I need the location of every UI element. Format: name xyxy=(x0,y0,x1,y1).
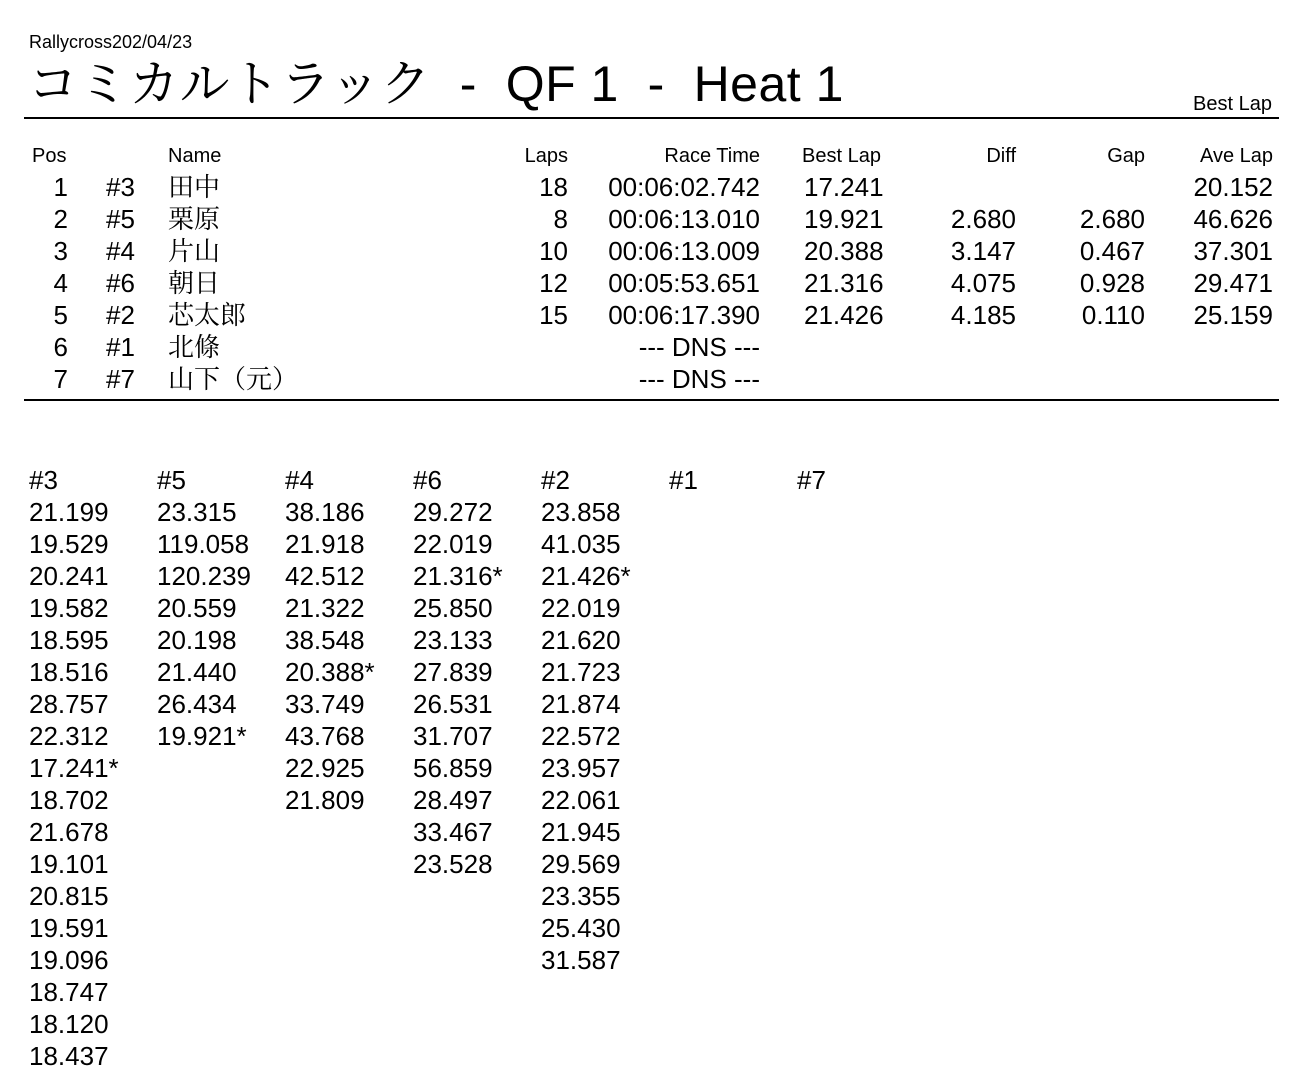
lap-time: 120.239 xyxy=(157,561,251,591)
lap-time: 19.101 xyxy=(29,849,109,879)
pos: 5 xyxy=(53,300,68,330)
pos: 7 xyxy=(53,364,68,394)
diff: 4.185 xyxy=(950,300,1016,330)
lap-column xyxy=(669,464,797,1072)
results-header-row xyxy=(0,143,1314,169)
lap-time: 28.497 xyxy=(413,785,493,815)
lap-time: 21.945 xyxy=(541,817,621,847)
lap-time: 20.388* xyxy=(285,657,375,687)
lap-time: 23.133 xyxy=(413,625,493,655)
lap-time: 23.355 xyxy=(541,881,621,911)
pos: 4 xyxy=(53,268,68,298)
lap-time: 21.316* xyxy=(413,561,503,591)
best-lap: 19.921 xyxy=(804,204,884,234)
race-time: 00:06:17.390 xyxy=(608,300,760,330)
lap-time: 20.559 xyxy=(157,593,237,623)
diff: 2.680 xyxy=(950,204,1016,234)
car-number: #6 xyxy=(106,268,135,298)
best-lap: 20.388 xyxy=(804,236,884,266)
ave-lap: 29.471 xyxy=(1193,268,1273,298)
car-number: #7 xyxy=(106,364,135,394)
col-race-time: Race Time xyxy=(664,145,760,167)
lap-column-car: #2 xyxy=(541,465,570,495)
gap: 0.467 xyxy=(1079,236,1145,266)
car-number: #1 xyxy=(106,332,135,362)
col-ave-lap: Ave Lap xyxy=(1199,145,1273,167)
lap-time: 29.569 xyxy=(541,849,621,879)
lap-time: 18.595 xyxy=(29,625,109,655)
driver-name: 芯太郎 xyxy=(168,300,247,330)
laps: 10 xyxy=(539,236,568,266)
lap-time: 19.582 xyxy=(29,593,109,623)
driver-name: 山下（元） xyxy=(168,364,299,394)
lap-time: 25.430 xyxy=(541,913,621,943)
lap-time: 18.120 xyxy=(29,1009,109,1039)
lap-time: 22.019 xyxy=(541,593,621,623)
lap-time: 26.434 xyxy=(157,689,237,719)
result-row xyxy=(0,331,1314,363)
lap-time: 33.749 xyxy=(285,689,365,719)
lap-time: 29.272 xyxy=(413,497,493,527)
lap-time: 19.591 xyxy=(29,913,109,943)
event-label: Rallycross202/04/23 xyxy=(29,32,193,52)
lap-time: 22.019 xyxy=(413,529,493,559)
lap-time: 20.815 xyxy=(29,881,109,911)
lap-time: 22.572 xyxy=(541,721,621,751)
best-lap: 21.426 xyxy=(804,300,884,330)
lap-column xyxy=(29,464,157,1072)
lap-time: 21.440 xyxy=(157,657,237,687)
race-time: 00:06:13.010 xyxy=(608,204,760,234)
lap-time: 21.874 xyxy=(541,689,621,719)
lap-time: 18.516 xyxy=(29,657,109,687)
lap-column xyxy=(797,464,925,1072)
lap-time: 19.096 xyxy=(29,945,109,975)
lap-time: 23.858 xyxy=(541,497,621,527)
result-row xyxy=(0,363,1314,395)
lap-time: 17.241* xyxy=(29,753,119,783)
lap-time: 20.241 xyxy=(29,561,109,591)
lap-time: 28.757 xyxy=(29,689,109,719)
pos: 6 xyxy=(53,332,68,362)
race-time: --- DNS --- xyxy=(638,364,760,394)
gap: 0.928 xyxy=(1079,268,1145,298)
lap-times-grid xyxy=(29,464,925,1072)
result-row xyxy=(0,171,1314,203)
lap-time: 21.322 xyxy=(285,593,365,623)
lap-time: 56.859 xyxy=(413,753,493,783)
lap-time: 21.199 xyxy=(29,497,109,527)
diff: 3.147 xyxy=(950,236,1016,266)
lap-time: 22.925 xyxy=(285,753,365,783)
car-number: #2 xyxy=(106,300,135,330)
lap-column xyxy=(285,464,413,1072)
best-lap: 17.241 xyxy=(804,172,884,202)
lap-time: 19.921* xyxy=(157,721,247,751)
lap-column-car: #4 xyxy=(285,465,314,495)
ave-lap: 37.301 xyxy=(1193,236,1273,266)
driver-name: 栗原 xyxy=(168,204,221,234)
lap-time: 21.678 xyxy=(29,817,109,847)
top-divider xyxy=(24,117,1279,119)
bottom-divider xyxy=(24,399,1279,401)
col-pos: Pos xyxy=(32,145,67,167)
best-lap-mode-label: Best Lap xyxy=(1193,93,1272,115)
ave-lap: 20.152 xyxy=(1193,172,1273,202)
race-time: 00:06:02.742 xyxy=(608,172,760,202)
lap-column-car: #3 xyxy=(29,465,58,495)
race-time: --- DNS --- xyxy=(638,332,760,362)
lap-column xyxy=(413,464,541,1072)
lap-time: 119.058 xyxy=(157,529,250,559)
lap-time: 22.061 xyxy=(541,785,621,815)
lap-time: 43.768 xyxy=(285,721,365,751)
result-row xyxy=(0,299,1314,331)
col-diff: Diff xyxy=(986,145,1016,167)
lap-time: 42.512 xyxy=(285,561,365,591)
lap-time: 26.531 xyxy=(413,689,493,719)
lap-time: 23.528 xyxy=(413,849,493,879)
lap-time: 38.548 xyxy=(285,625,365,655)
lap-time: 18.702 xyxy=(29,785,109,815)
lap-time: 23.315 xyxy=(157,497,237,527)
ave-lap: 25.159 xyxy=(1193,300,1273,330)
race-time: 00:05:53.651 xyxy=(608,268,760,298)
race-time: 00:06:13.009 xyxy=(608,236,760,266)
lap-time: 18.747 xyxy=(29,977,109,1007)
lap-column-car: #1 xyxy=(669,465,698,495)
result-row xyxy=(0,203,1314,235)
lap-time: 21.918 xyxy=(285,529,365,559)
lap-time: 20.198 xyxy=(157,625,237,655)
gap: 0.110 xyxy=(1081,300,1145,330)
driver-name: 田中 xyxy=(168,172,221,202)
lap-time: 21.809 xyxy=(285,785,365,815)
laps: 8 xyxy=(553,204,568,234)
lap-column xyxy=(157,464,285,1072)
car-number: #5 xyxy=(106,204,135,234)
car-number: #4 xyxy=(106,236,135,266)
lap-time: 21.620 xyxy=(541,625,621,655)
pos: 1 xyxy=(53,172,68,202)
lap-column-car: #5 xyxy=(157,465,186,495)
result-row xyxy=(0,235,1314,267)
laps: 12 xyxy=(539,268,568,298)
lap-time: 23.957 xyxy=(541,753,621,783)
lap-time: 21.426* xyxy=(541,561,631,591)
laps: 15 xyxy=(539,300,568,330)
page-title: コミカルトラック - QF 1 - Heat 1 xyxy=(28,56,844,112)
driver-name: 朝日 xyxy=(168,268,221,298)
col-gap: Gap xyxy=(1107,145,1145,167)
driver-name: 片山 xyxy=(168,236,221,266)
lap-column xyxy=(541,464,669,1072)
best-lap: 21.316 xyxy=(804,268,884,298)
lap-time: 22.312 xyxy=(29,721,109,751)
gap: 2.680 xyxy=(1079,204,1145,234)
pos: 2 xyxy=(53,204,68,234)
lap-time: 21.723 xyxy=(541,657,621,687)
lap-time: 33.467 xyxy=(413,817,493,847)
diff: 4.075 xyxy=(950,268,1016,298)
col-best-lap: Best Lap xyxy=(802,145,881,167)
col-name: Name xyxy=(168,145,222,167)
lap-time: 31.587 xyxy=(541,945,621,975)
driver-name: 北條 xyxy=(168,332,221,362)
lap-time: 18.437 xyxy=(29,1041,109,1071)
result-row xyxy=(0,267,1314,299)
lap-time: 25.850 xyxy=(413,593,493,623)
results-table xyxy=(0,143,1314,395)
pos: 3 xyxy=(53,236,68,266)
lap-column-car: #7 xyxy=(797,465,826,495)
col-laps: Laps xyxy=(524,145,568,167)
ave-lap: 46.626 xyxy=(1193,204,1273,234)
laps: 18 xyxy=(539,172,568,202)
lap-column-car: #6 xyxy=(413,465,442,495)
car-number: #3 xyxy=(106,172,135,202)
lap-time: 41.035 xyxy=(541,529,621,559)
lap-time: 19.529 xyxy=(29,529,109,559)
lap-time: 27.839 xyxy=(413,657,493,687)
results-body xyxy=(0,171,1314,395)
lap-time: 31.707 xyxy=(413,721,493,751)
lap-time: 38.186 xyxy=(285,497,365,527)
